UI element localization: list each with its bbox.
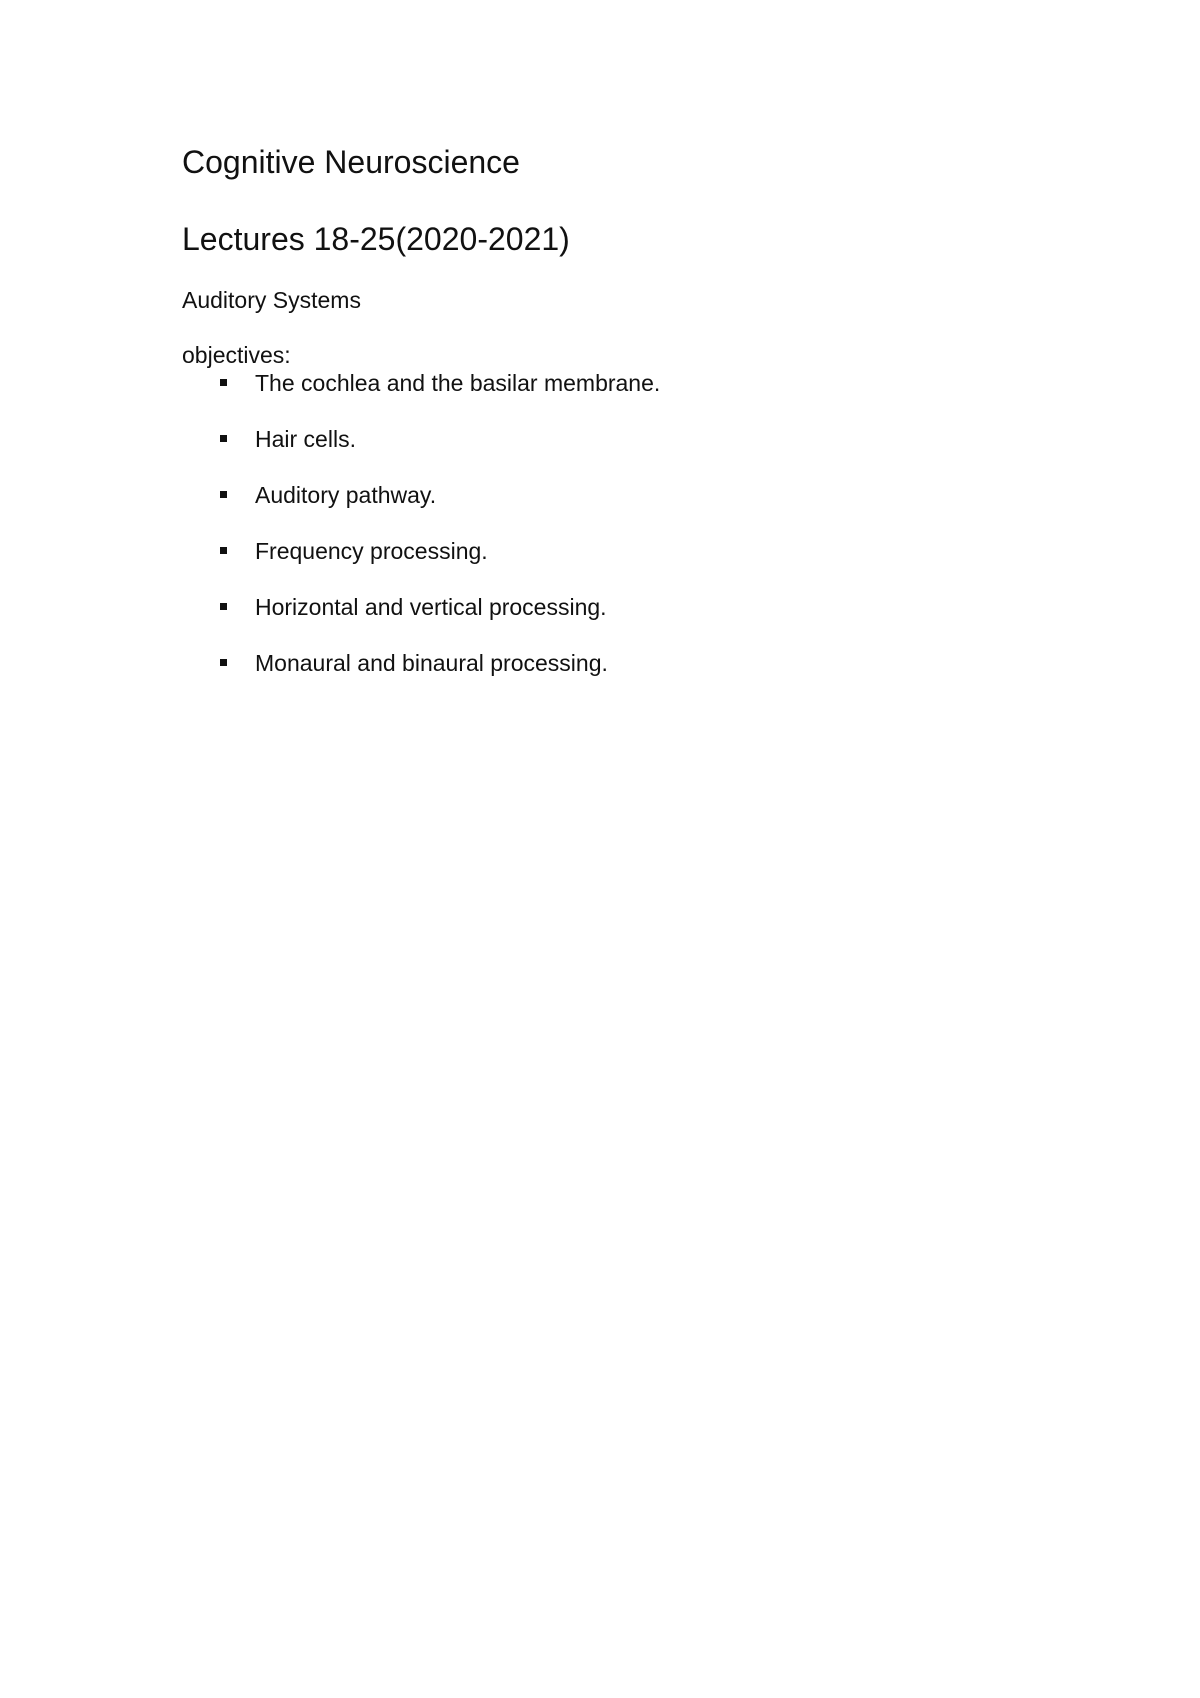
section-heading: Auditory Systems (182, 287, 361, 313)
document-subtitle: Lectures 18-25(2020-2021) (182, 221, 570, 257)
square-bullet-icon (220, 491, 227, 498)
square-bullet-icon (220, 379, 227, 386)
objective-text: Hair cells. (255, 426, 356, 452)
objectives-label: objectives: (182, 342, 291, 368)
objective-text: Horizontal and vertical processing. (255, 594, 607, 620)
objective-text: Auditory pathway. (255, 482, 437, 508)
square-bullet-icon (220, 547, 227, 554)
objective-text: Monaural and binaural processing. (255, 650, 608, 676)
objective-text: Frequency processing. (255, 538, 488, 564)
square-bullet-icon (220, 603, 227, 610)
square-bullet-icon (220, 659, 227, 666)
objective-text: The cochlea and the basilar membrane. (255, 370, 661, 396)
document-title: Cognitive Neuroscience (182, 144, 520, 180)
square-bullet-icon (220, 435, 227, 442)
